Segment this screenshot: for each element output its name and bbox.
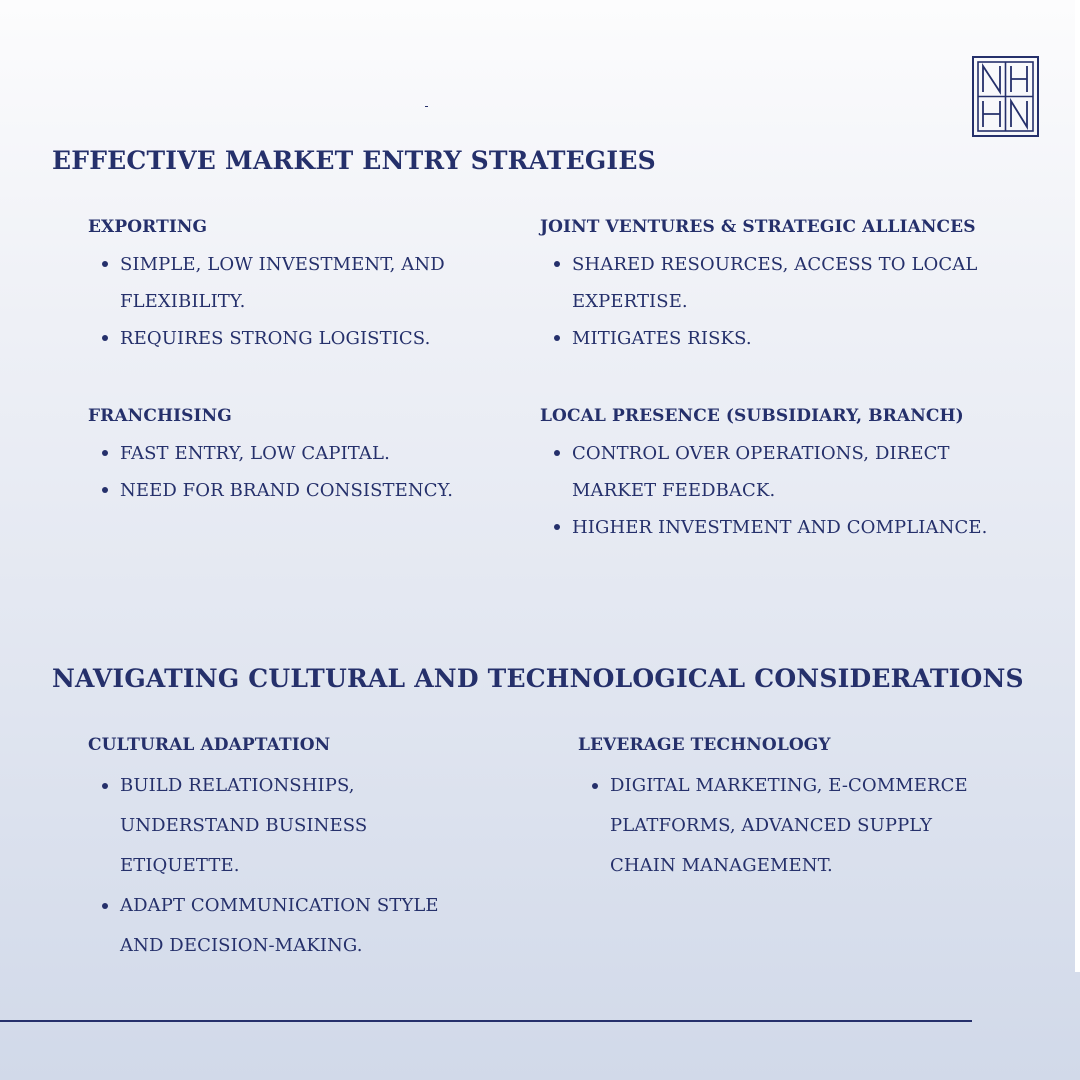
list-item: ADAPT COMMUNICATION STYLE AND DECISION-MAKING. (88, 886, 468, 966)
list-item: REQUIRES STRONG LOGISTICS. (88, 320, 448, 357)
exporting-heading: EXPORTING (88, 217, 208, 237)
franchising-block (88, 406, 468, 509)
right-edge-strip (1075, 0, 1080, 972)
list-item: CONTROL OVER OPERATIONS, DIRECT MARKET FEEDBACK. (540, 435, 1010, 509)
list-item: SHARED RESOURCES, ACCESS TO LOCAL EXPERTISE. (540, 246, 980, 320)
exporting-block (88, 217, 448, 357)
exporting-list (88, 246, 448, 357)
list-item: NEED FOR BRAND CONSISTENCY. (88, 472, 468, 509)
bottom-divider-line (0, 1020, 972, 1022)
joint-ventures-block (540, 217, 980, 357)
leverage-technology-heading: LEVERAGE TECHNOLOGY (578, 735, 831, 755)
joint-ventures-heading: JOINT VENTURES & STRATEGIC ALLIANCES (540, 217, 976, 237)
leverage-technology-list (578, 766, 978, 886)
local-presence-block (540, 406, 1010, 546)
cultural-adaptation-list (88, 766, 468, 966)
section-title-cultural-technological: NAVIGATING CULTURAL AND TECHNOLOGICAL CONSIDERATIONS (52, 664, 1024, 693)
cultural-adaptation-heading: CULTURAL ADAPTATION (88, 735, 331, 755)
list-item: HIGHER INVESTMENT AND COMPLIANCE. (540, 509, 1010, 546)
tick-mark (425, 106, 428, 107)
franchising-heading: FRANCHISING (88, 406, 232, 426)
brand-logo-icon (972, 56, 1039, 137)
local-presence-heading: LOCAL PRESENCE (SUBSIDIARY, BRANCH) (540, 406, 964, 426)
cultural-adaptation-block (88, 735, 468, 966)
leverage-technology-block (578, 735, 978, 886)
local-presence-list (540, 435, 1010, 546)
franchising-list (88, 435, 468, 509)
list-item: DIGITAL MARKETING, E-COMMERCE PLATFORMS, ADVANCED SUPPLY CHAIN MANAGEMENT. (578, 766, 978, 886)
list-item: SIMPLE, LOW INVESTMENT, AND FLEXIBILITY. (88, 246, 448, 320)
section-title-market-entry: EFFECTIVE MARKET ENTRY STRATEGIES (52, 146, 656, 175)
list-item: BUILD RELATIONSHIPS, UNDERSTAND BUSINESS ETIQUETTE. (88, 766, 468, 886)
list-item: FAST ENTRY, LOW CAPITAL. (88, 435, 468, 472)
joint-ventures-list (540, 246, 980, 357)
list-item: MITIGATES RISKS. (540, 320, 980, 357)
